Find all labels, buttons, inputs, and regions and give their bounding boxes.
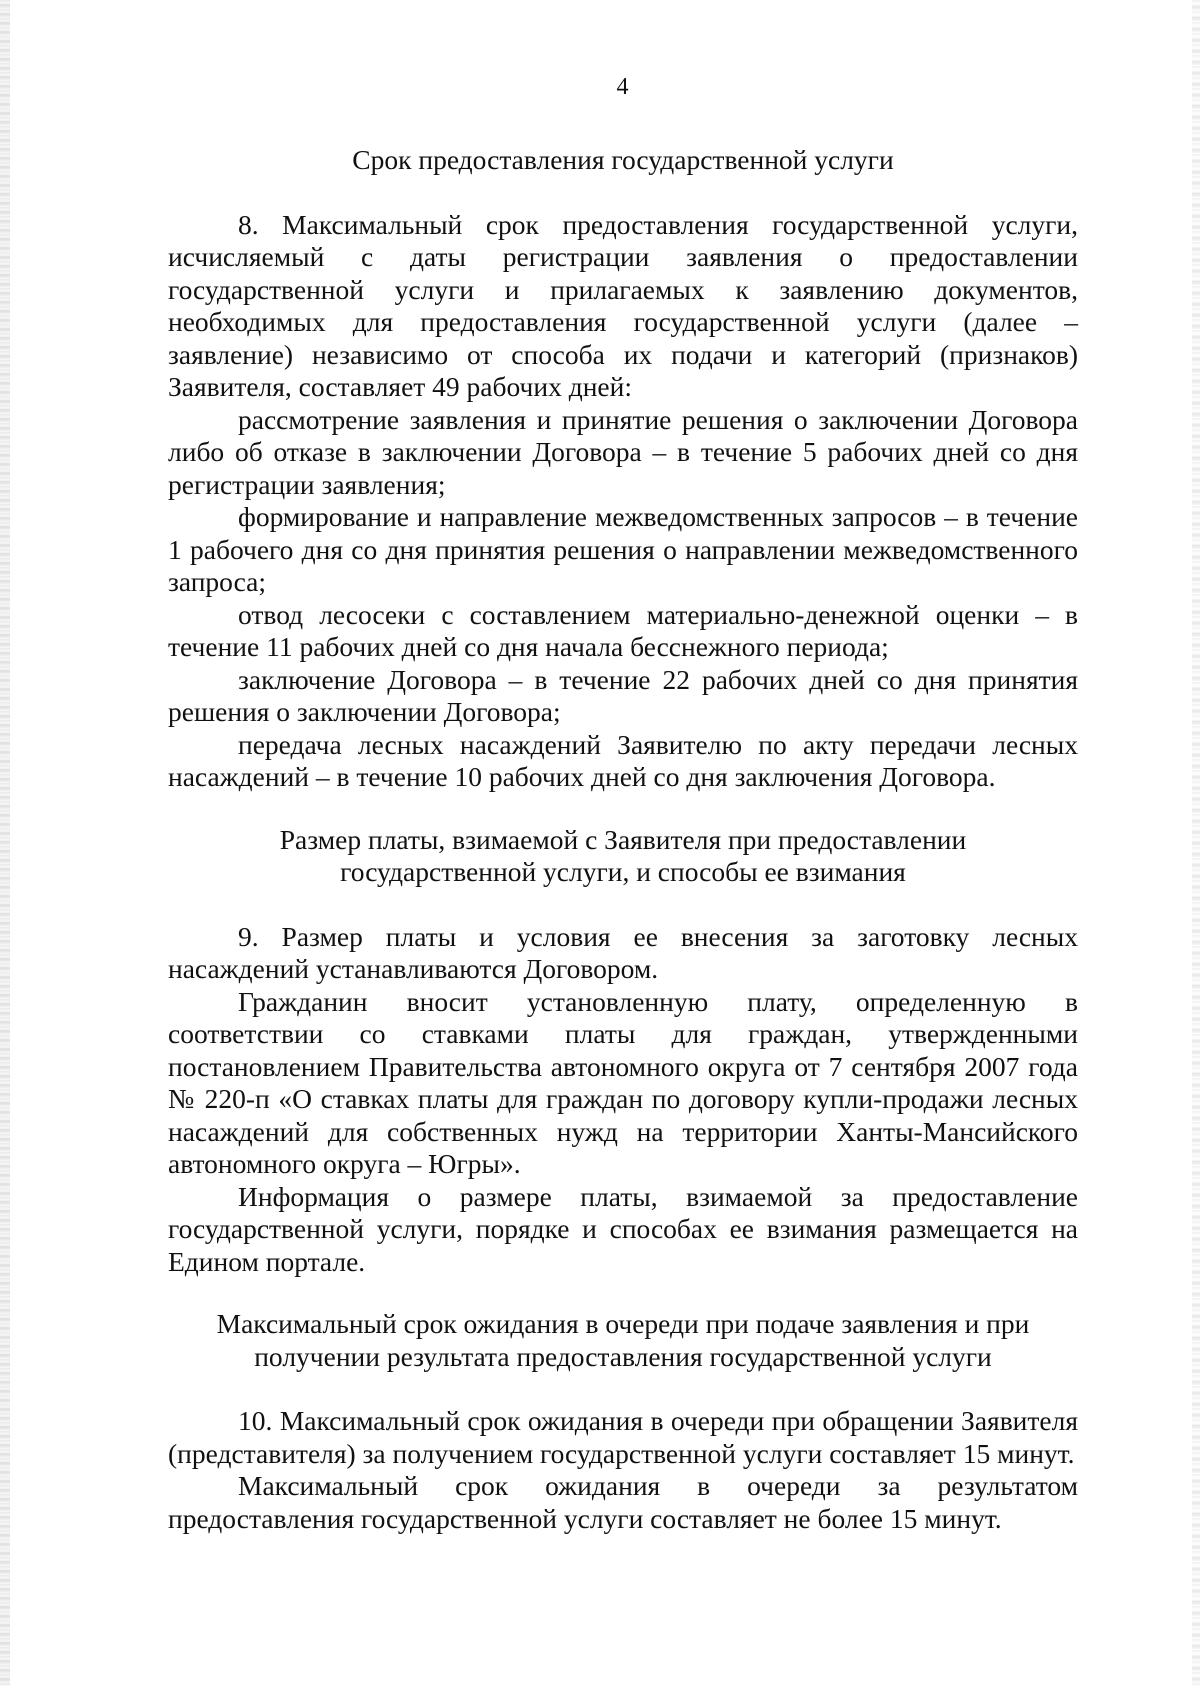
paragraph-8-max-term: 8. Максимальный срок предоставления государственной услуги, исчисляемый с даты регистрации заявления о предоставлении государственной услуги и прилагаемых к заявлению документов, необходимых для предоставления государственной услуги (далее – заявление) независимо от способа их подачи и категорий (признаков) Заявителя, составляет 49 рабочих дней: (168, 208, 1078, 402)
heading-line: Срок предоставления государственной услуги (352, 144, 894, 175)
scan-edge-right (1192, 0, 1200, 1686)
section-heading-fee (168, 824, 1078, 889)
paragraph-fee-information: Информация о размере платы, взимаемой за предоставление государственной услуги, порядке и способах ее взимания размещается на Едином портале. (168, 1180, 1078, 1277)
paragraph-forest-transfer: передача лесных насаждений Заявителю по акту передачи лесных насаждений – в течение 10 рабочих дней со дня заключения Договора. (168, 728, 1078, 792)
heading-line: Максимальный срок ожидания в очереди при подаче заявления и при (216, 1308, 1030, 1339)
paragraph-cutting-area-allotment: отвод лесосеки с составлением материально-денежной оценки – в течение 11 рабочих дней со дня начала бесснежного периода; (168, 598, 1078, 662)
section-heading-queue (168, 1308, 1078, 1373)
heading-line: государственной услуги, и способы ее взимания (340, 856, 906, 887)
scan-edge-left (0, 0, 10, 1686)
paragraph-review-application: рассмотрение заявления и принятие решения о заключении Договора либо об отказе в заключении Договора – в течение 5 рабочих дней со дня регистрации заявления; (168, 403, 1078, 500)
heading-line: получении результата предоставления государственной услуги (254, 1340, 992, 1372)
paragraph-queue-result: Максимальный срок ожидания в очереди за результатом предоставления государственной услуги составляет не более 15 минут. (168, 1470, 1078, 1534)
paragraph-citizen-payment: Гражданин вносит установленную плату, определенную в соответствии со ставками платы для граждан, утвержденными постановлением Правительства автономного округа от 7 сентября 2007 года № 220-п «О ставках платы для граждан по договору купли-продажи лесных насаждений для собственных нужд на территории Ханты-Мансийского автономного округа – Югры». (168, 985, 1078, 1179)
page-number: 4 (616, 74, 629, 100)
paragraph-interagency-requests: формирование и направление межведомственных запросов – в течение 1 рабочего дня со дня принятия решения о направлении межведомственного запроса; (168, 501, 1078, 597)
section-heading-term (168, 144, 1078, 177)
paragraph-9-fee-size: 9. Размер платы и условия ее внесения за заготовку лесных насаждений устанавливаются Договором. (168, 920, 1078, 984)
paragraph-contract-conclusion: заключение Договора – в течение 22 рабочих дней со дня принятия решения о заключении Договора; (168, 663, 1078, 727)
heading-line: Размер платы, взимаемой с Заявителя при предоставлении (279, 823, 967, 855)
document-body (168, 144, 1078, 1535)
paragraph-10-queue-submission: 10. Максимальный срок ожидания в очереди при обращении Заявителя (представителя) за получением государственной услуги составляет 15 минут. (168, 1405, 1078, 1469)
